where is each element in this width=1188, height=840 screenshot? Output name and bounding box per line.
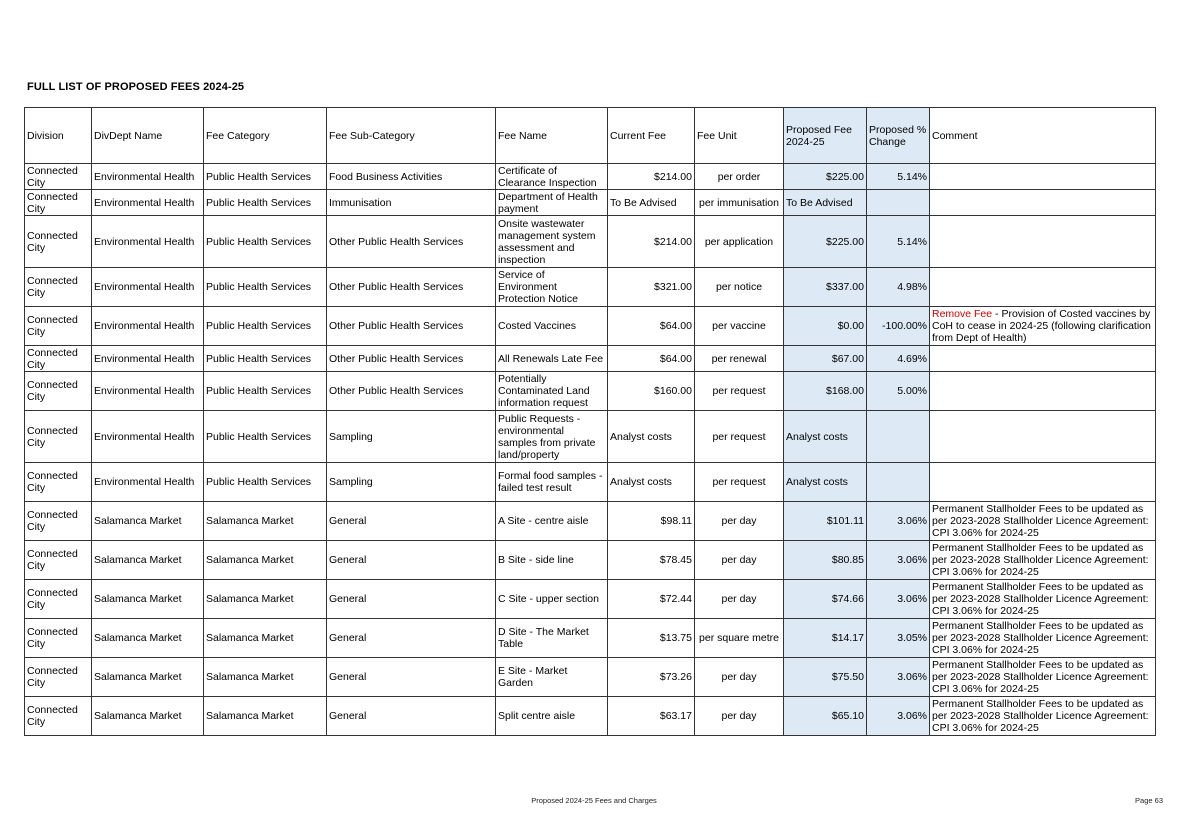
cell-proposed-fee: $65.10 (784, 697, 867, 736)
table-header-row (25, 108, 1156, 164)
cell-comment (930, 580, 1156, 619)
cell-comment (930, 164, 1156, 190)
cell-proposed-change: 3.06% (867, 502, 930, 541)
cell-fee-name: Service of Environment Protection Notice (496, 268, 608, 307)
cell-divdept-name: Environmental Health (92, 190, 204, 216)
fees-table (24, 107, 1156, 736)
cell-comment (930, 307, 1156, 346)
table-row (25, 619, 1156, 658)
table-row (25, 658, 1156, 697)
cell-current-fee: $214.00 (608, 216, 695, 268)
cell-comment (930, 372, 1156, 411)
table-row (25, 372, 1156, 411)
cell-fee-category: Salamanca Market (204, 697, 327, 736)
cell-divdept-name: Environmental Health (92, 411, 204, 463)
cell-fee-category: Salamanca Market (204, 658, 327, 697)
cell-fee-name: C Site - upper section (496, 580, 608, 619)
cell-division: Connected City (25, 268, 92, 307)
remove-fee-label: Remove Fee (932, 308, 993, 320)
cell-fee-sub-category: General (327, 658, 496, 697)
cell-proposed-change: 3.06% (867, 541, 930, 580)
cell-fee-category: Public Health Services (204, 190, 327, 216)
header-comment: Comment (930, 108, 1156, 164)
cell-division: Connected City (25, 216, 92, 268)
cell-fee-sub-category: General (327, 580, 496, 619)
cell-fee-unit: per day (695, 541, 784, 580)
cell-divdept-name: Environmental Health (92, 307, 204, 346)
cell-fee-category: Salamanca Market (204, 541, 327, 580)
header-fee-unit: Fee Unit (695, 108, 784, 164)
cell-proposed-fee: $225.00 (784, 216, 867, 268)
cell-proposed-change (867, 411, 930, 463)
footer-title: Proposed 2024-25 Fees and Charges (531, 796, 657, 805)
cell-proposed-change (867, 190, 930, 216)
cell-division: Connected City (25, 580, 92, 619)
cell-comment (930, 346, 1156, 372)
comment-text: Permanent Stallholder Fees to be updated as per 2023-2028 Stallholder Licence Agreement: CPI 3.06% for 2024-25 (932, 503, 1149, 539)
table-row (25, 541, 1156, 580)
cell-proposed-fee: $225.00 (784, 164, 867, 190)
cell-proposed-fee: $168.00 (784, 372, 867, 411)
cell-proposed-fee: $80.85 (784, 541, 867, 580)
cell-current-fee: $78.45 (608, 541, 695, 580)
cell-proposed-fee: $101.11 (784, 502, 867, 541)
cell-divdept-name: Salamanca Market (92, 502, 204, 541)
table-row (25, 580, 1156, 619)
header-fee-name: Fee Name (496, 108, 608, 164)
cell-proposed-fee: Analyst costs (784, 463, 867, 502)
cell-divdept-name: Environmental Health (92, 268, 204, 307)
cell-fee-name: Formal food samples - failed test result (496, 463, 608, 502)
header-fee-category: Fee Category (204, 108, 327, 164)
cell-proposed-change (867, 463, 930, 502)
cell-division: Connected City (25, 346, 92, 372)
cell-divdept-name: Salamanca Market (92, 697, 204, 736)
cell-fee-category: Salamanca Market (204, 580, 327, 619)
cell-proposed-change: 5.00% (867, 372, 930, 411)
table-row (25, 216, 1156, 268)
cell-fee-unit: per order (695, 164, 784, 190)
cell-division: Connected City (25, 411, 92, 463)
cell-comment (930, 502, 1156, 541)
cell-division: Connected City (25, 190, 92, 216)
table-row (25, 190, 1156, 216)
cell-divdept-name: Environmental Health (92, 216, 204, 268)
cell-current-fee: $63.17 (608, 697, 695, 736)
cell-current-fee: $160.00 (608, 372, 695, 411)
table-row (25, 502, 1156, 541)
table-row (25, 268, 1156, 307)
cell-divdept-name: Environmental Health (92, 164, 204, 190)
cell-fee-sub-category: General (327, 502, 496, 541)
cell-fee-sub-category: General (327, 541, 496, 580)
cell-current-fee: Analyst costs (608, 411, 695, 463)
cell-fee-name: Public Requests - environmental samples from private land/property (496, 411, 608, 463)
cell-fee-sub-category: Other Public Health Services (327, 346, 496, 372)
cell-divdept-name: Environmental Health (92, 463, 204, 502)
cell-fee-unit: per request (695, 372, 784, 411)
cell-fee-name: Costed Vaccines (496, 307, 608, 346)
cell-fee-unit: per vaccine (695, 307, 784, 346)
cell-fee-sub-category: Sampling (327, 411, 496, 463)
cell-current-fee: $72.44 (608, 580, 695, 619)
cell-fee-name: Potentially Contaminated Land information request (496, 372, 608, 411)
cell-current-fee: $64.00 (608, 346, 695, 372)
cell-fee-category: Public Health Services (204, 346, 327, 372)
cell-proposed-fee: To Be Advised (784, 190, 867, 216)
table-row (25, 346, 1156, 372)
cell-fee-unit: per day (695, 697, 784, 736)
cell-division: Connected City (25, 658, 92, 697)
cell-divdept-name: Salamanca Market (92, 619, 204, 658)
cell-fee-sub-category: Other Public Health Services (327, 268, 496, 307)
table-row (25, 697, 1156, 736)
header-proposed-change: Proposed % Change (867, 108, 930, 164)
header-proposed-fee: Proposed Fee 2024-25 (784, 108, 867, 164)
cell-division: Connected City (25, 697, 92, 736)
header-division: Division (25, 108, 92, 164)
cell-proposed-change: 3.06% (867, 580, 930, 619)
cell-current-fee: To Be Advised (608, 190, 695, 216)
comment-text: Permanent Stallholder Fees to be updated as per 2023-2028 Stallholder Licence Agreement: CPI 3.06% for 2024-25 (932, 581, 1149, 617)
cell-proposed-change: 3.05% (867, 619, 930, 658)
cell-fee-unit: per square metre (695, 619, 784, 658)
cell-proposed-fee: $0.00 (784, 307, 867, 346)
comment-text: Permanent Stallholder Fees to be updated as per 2023-2028 Stallholder Licence Agreement: CPI 3.06% for 2024-25 (932, 659, 1149, 695)
cell-division: Connected City (25, 307, 92, 346)
cell-fee-sub-category: Immunisation (327, 190, 496, 216)
cell-fee-name: B Site - side line (496, 541, 608, 580)
cell-divdept-name: Salamanca Market (92, 580, 204, 619)
cell-fee-unit: per request (695, 411, 784, 463)
cell-fee-unit: per request (695, 463, 784, 502)
cell-fee-sub-category: Sampling (327, 463, 496, 502)
table-row (25, 411, 1156, 463)
cell-current-fee: $64.00 (608, 307, 695, 346)
cell-fee-unit: per day (695, 658, 784, 697)
cell-divdept-name: Environmental Health (92, 346, 204, 372)
cell-division: Connected City (25, 502, 92, 541)
cell-fee-name: All Renewals Late Fee (496, 346, 608, 372)
comment-text: - Provision of Costed vaccines by CoH to cease in 2024-25 (following clarification from Dept of Health) (932, 308, 1151, 344)
cell-fee-sub-category: Food Business Activities (327, 164, 496, 190)
page-number: Page 63 (1135, 796, 1163, 805)
cell-divdept-name: Salamanca Market (92, 541, 204, 580)
cell-fee-category: Public Health Services (204, 164, 327, 190)
cell-current-fee: $321.00 (608, 268, 695, 307)
cell-fee-name: E Site - Market Garden (496, 658, 608, 697)
cell-proposed-change: -100.00% (867, 307, 930, 346)
cell-fee-unit: per day (695, 502, 784, 541)
cell-comment (930, 697, 1156, 736)
cell-fee-category: Salamanca Market (204, 619, 327, 658)
cell-current-fee: $13.75 (608, 619, 695, 658)
cell-division: Connected City (25, 372, 92, 411)
cell-current-fee: Analyst costs (608, 463, 695, 502)
table-row (25, 164, 1156, 190)
cell-proposed-fee: Analyst costs (784, 411, 867, 463)
cell-fee-category: Public Health Services (204, 372, 327, 411)
cell-proposed-fee: $75.50 (784, 658, 867, 697)
cell-current-fee: $98.11 (608, 502, 695, 541)
table-row (25, 307, 1156, 346)
cell-fee-name: D Site - The Market Table (496, 619, 608, 658)
comment-text: Permanent Stallholder Fees to be updated as per 2023-2028 Stallholder Licence Agreement: CPI 3.06% for 2024-25 (932, 620, 1149, 656)
cell-proposed-fee: $74.66 (784, 580, 867, 619)
cell-fee-unit: per day (695, 580, 784, 619)
cell-comment (930, 619, 1156, 658)
cell-divdept-name: Environmental Health (92, 372, 204, 411)
cell-fee-unit: per immunisation (695, 190, 784, 216)
cell-fee-unit: per renewal (695, 346, 784, 372)
cell-divdept-name: Salamanca Market (92, 658, 204, 697)
cell-fee-name: Onsite wastewater management system assessment and inspection (496, 216, 608, 268)
cell-comment (930, 463, 1156, 502)
cell-proposed-change: 5.14% (867, 164, 930, 190)
cell-fee-name: Certificate of Clearance Inspection (496, 164, 608, 190)
header-fee-sub-category: Fee Sub-Category (327, 108, 496, 164)
cell-proposed-fee: $337.00 (784, 268, 867, 307)
cell-proposed-fee: $67.00 (784, 346, 867, 372)
cell-fee-name: Split centre aisle (496, 697, 608, 736)
cell-fee-sub-category: Other Public Health Services (327, 216, 496, 268)
cell-fee-sub-category: Other Public Health Services (327, 372, 496, 411)
cell-comment (930, 541, 1156, 580)
cell-fee-sub-category: General (327, 697, 496, 736)
cell-comment (930, 190, 1156, 216)
cell-division: Connected City (25, 463, 92, 502)
cell-fee-unit: per notice (695, 268, 784, 307)
table-row (25, 463, 1156, 502)
cell-fee-name: A Site - centre aisle (496, 502, 608, 541)
cell-fee-name: Department of Health payment (496, 190, 608, 216)
cell-current-fee: $214.00 (608, 164, 695, 190)
cell-comment (930, 216, 1156, 268)
cell-division: Connected City (25, 541, 92, 580)
cell-comment (930, 658, 1156, 697)
cell-proposed-change: 4.69% (867, 346, 930, 372)
cell-division: Connected City (25, 619, 92, 658)
cell-comment (930, 268, 1156, 307)
cell-fee-category: Public Health Services (204, 411, 327, 463)
cell-fee-category: Public Health Services (204, 268, 327, 307)
cell-fee-sub-category: General (327, 619, 496, 658)
cell-fee-category: Public Health Services (204, 307, 327, 346)
cell-fee-sub-category: Other Public Health Services (327, 307, 496, 346)
header-current-fee: Current Fee (608, 108, 695, 164)
cell-proposed-change: 4.98% (867, 268, 930, 307)
comment-text: Permanent Stallholder Fees to be updated as per 2023-2028 Stallholder Licence Agreement: CPI 3.06% for 2024-25 (932, 698, 1149, 734)
cell-current-fee: $73.26 (608, 658, 695, 697)
cell-proposed-change: 3.06% (867, 658, 930, 697)
cell-fee-unit: per application (695, 216, 784, 268)
comment-text: Permanent Stallholder Fees to be updated as per 2023-2028 Stallholder Licence Agreement: CPI 3.06% for 2024-25 (932, 542, 1149, 578)
cell-fee-category: Public Health Services (204, 216, 327, 268)
cell-proposed-fee: $14.17 (784, 619, 867, 658)
document-title: FULL LIST OF PROPOSED FEES 2024-25 (27, 81, 245, 93)
cell-division: Connected City (25, 164, 92, 190)
cell-proposed-change: 5.14% (867, 216, 930, 268)
header-divdept-name: DivDept Name (92, 108, 204, 164)
cell-proposed-change: 3.06% (867, 697, 930, 736)
cell-comment (930, 411, 1156, 463)
cell-fee-category: Public Health Services (204, 463, 327, 502)
cell-fee-category: Salamanca Market (204, 502, 327, 541)
